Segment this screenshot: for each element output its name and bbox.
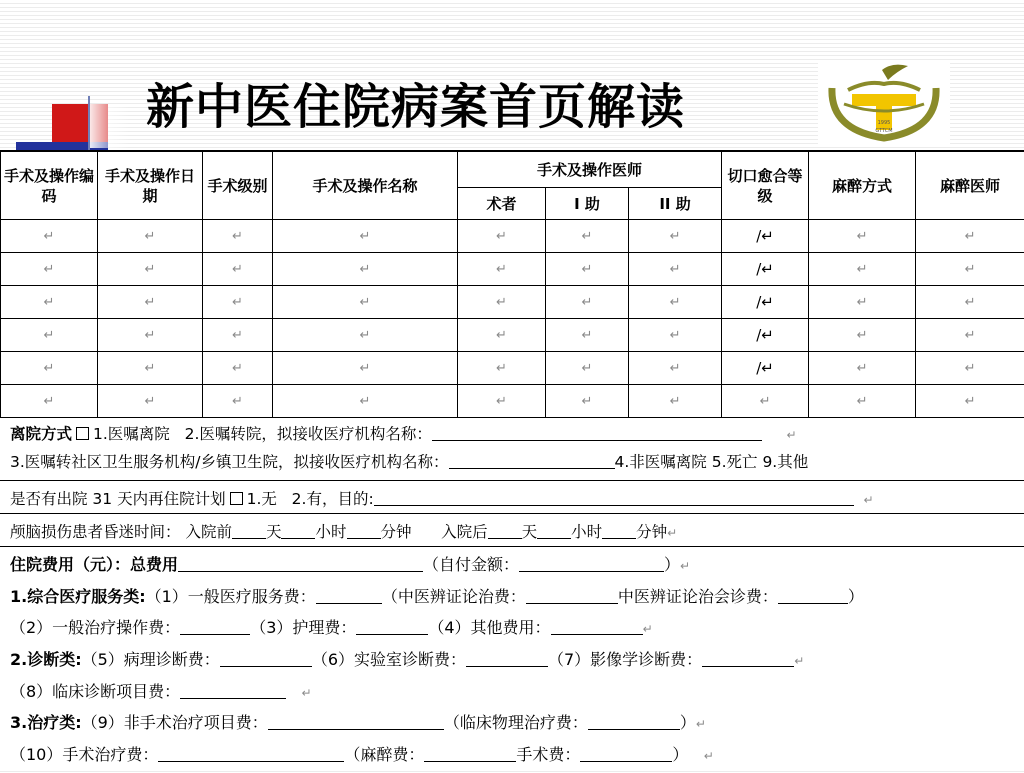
svg-text:1995: 1995 [878,120,891,126]
cell-incision-grade[interactable]: /↵ [722,253,809,286]
coma-time-row: 颅脑损伤患者昏迷时间： 入院前 天 小时 分钟 入院后 天 小时 分钟↵ [0,514,1024,547]
university-emblem-icon [818,60,950,144]
record-details-section [0,418,1024,771]
discharge-option-4: 4.非医嘱离院 5.死亡 9.其他 [615,453,809,471]
table-row [1,385,1024,418]
readmission-purpose-blank[interactable] [374,491,854,506]
coma-before-minutes-blank[interactable] [347,524,381,539]
cell-surgeon[interactable]: ↵ [458,286,546,319]
cell-anesthesia-method[interactable]: ↵ [809,385,916,418]
cell-anesthesia-method[interactable]: ↵ [809,319,916,352]
cell-op-level[interactable]: ↵ [203,352,273,385]
header-incision-grade: 切口愈合等级 [722,152,809,220]
tcm-consultation-fee-blank[interactable] [778,589,848,604]
discharge-checkbox[interactable] [76,427,89,440]
physical-therapy-fee-blank[interactable] [588,715,680,730]
other-fee-blank[interactable] [551,620,643,635]
fee-category-1: 1.综合医疗服务类: [10,587,146,606]
non-surgical-fee-blank[interactable] [268,715,444,730]
nursing-fee-blank[interactable] [356,620,428,635]
cell-op-date[interactable]: ↵ [98,319,203,352]
cell-op-name[interactable]: ↵ [273,253,458,286]
cell-op-date[interactable]: ↵ [98,220,203,253]
readmission-option-2: 2.有，目的: [292,490,374,508]
cell-op-code[interactable]: ↵ [1,385,98,418]
cell-assistant-1[interactable]: ↵ [546,385,629,418]
discharge-option-1: 1.医嘱离院 [93,425,170,443]
header-op-date: 手术及操作日期 [98,152,203,220]
cell-op-date[interactable]: ↵ [98,385,203,418]
hospitalization-fees-section [0,547,1024,771]
receiving-institution-blank[interactable] [432,426,762,441]
readmission-option-1: 1.无 [247,490,277,508]
cell-incision-grade[interactable]: /↵ [722,286,809,319]
cell-anesthesia-method[interactable]: ↵ [809,253,916,286]
cell-surgeon[interactable]: ↵ [458,220,546,253]
discharge-option-2: 2.医嘱转院，拟接收医疗机构名称： [185,425,432,443]
coma-after-days-blank[interactable] [488,524,522,539]
lab-diagnosis-fee-blank[interactable] [466,652,548,667]
fee-category-3: 3.治疗类: [10,713,82,732]
discharge-option-3: 3.医嘱转社区卫生服务机构/乡镇卫生院，拟接收医疗机构名称： [10,453,449,471]
clinical-diagnosis-fee-blank[interactable] [180,684,286,699]
cell-assistant-1[interactable]: ↵ [546,352,629,385]
cell-incision-grade[interactable]: ↵ [722,385,809,418]
cell-anesthetist[interactable]: ↵ [916,286,1024,319]
table-row [1,286,1024,319]
cell-surgeon[interactable]: ↵ [458,385,546,418]
cell-op-name[interactable]: ↵ [273,352,458,385]
header-op-code: 手术及操作编码 [1,152,98,220]
table-row [1,319,1024,352]
table-row [1,253,1024,286]
readmission-question: 是否有出院 31 天内再住院计划 [10,490,226,508]
cell-incision-grade[interactable]: /↵ [722,352,809,385]
cell-op-code[interactable]: ↵ [1,220,98,253]
cell-op-name[interactable]: ↵ [273,385,458,418]
surgery-fee-blank[interactable] [580,747,672,762]
tcm-diagnosis-fee-blank[interactable] [526,589,618,604]
header-assistant-2: II 助 [629,188,722,220]
coma-label: 颅脑损伤患者昏迷时间： [10,523,181,541]
cell-op-date[interactable]: ↵ [98,253,203,286]
cell-op-code[interactable]: ↵ [1,253,98,286]
total-fee-blank[interactable] [178,557,423,572]
fee-items-2-4-line: （2）一般治疗操作费： （3）护理费： （4）其他费用： ↵ [0,612,1024,644]
cell-incision-grade[interactable]: /↵ [722,220,809,253]
general-service-fee-blank[interactable] [316,589,382,604]
cell-assistant-1[interactable]: ↵ [546,286,629,319]
cell-anesthesia-method[interactable]: ↵ [809,286,916,319]
cell-assistant-2[interactable]: ↵ [629,319,722,352]
cell-op-code[interactable]: ↵ [1,352,98,385]
title-decoration-fade [90,104,130,148]
cell-op-date[interactable]: ↵ [98,352,203,385]
cell-op-level[interactable]: ↵ [203,253,273,286]
cell-assistant-1[interactable]: ↵ [546,253,629,286]
anesthesia-fee-blank[interactable] [424,747,516,762]
cell-op-date[interactable]: ↵ [98,286,203,319]
table-row [1,352,1024,385]
surgical-treatment-fee-blank[interactable] [158,747,344,762]
fee-category-2-line: 2.诊断类:（5）病理诊断费： （6）实验室诊断费： （7）影像学诊断费： ↵ [0,644,1024,676]
page-title: 新中医住院病案首页解读 [146,72,685,142]
header-anesthesia-method: 麻醉方式 [809,152,916,220]
cell-assistant-2[interactable]: ↵ [629,286,722,319]
cell-assistant-2[interactable]: ↵ [629,253,722,286]
cell-anesthetist[interactable]: ↵ [916,319,1024,352]
cell-incision-grade[interactable]: /↵ [722,319,809,352]
self-pay-blank[interactable] [519,557,664,572]
cell-surgeon[interactable]: ↵ [458,352,546,385]
fee-category-3-line: 3.治疗类:（9）非手术治疗项目费： （临床物理治疗费： ）↵ [0,707,1024,739]
imaging-fee-blank[interactable] [702,652,794,667]
coma-before-label: 入院前 [185,523,232,541]
cell-anesthetist[interactable]: ↵ [916,220,1024,253]
pathology-fee-blank[interactable] [220,652,312,667]
community-institution-blank[interactable] [449,454,615,469]
cell-assistant-2[interactable]: ↵ [629,220,722,253]
fee-category-1-line: 1.综合医疗服务类:（1）一般医疗服务费： （中医辨证论治费： 中医辨证论治会诊费： ） [0,581,1024,613]
cell-op-name[interactable]: ↵ [273,220,458,253]
fee-item-8-line: （8）临床诊断项目费： ↵ [0,676,1024,708]
coma-after-minutes-blank[interactable] [602,524,636,539]
cell-anesthesia-method[interactable]: ↵ [809,352,916,385]
cell-op-code[interactable]: ↵ [1,286,98,319]
cell-op-level[interactable]: ↵ [203,220,273,253]
cell-assistant-1[interactable]: ↵ [546,220,629,253]
coma-before-hours-blank[interactable] [281,524,315,539]
cell-anesthesia-method[interactable]: ↵ [809,220,916,253]
readmission-checkbox[interactable] [230,492,243,505]
header-surgeon: 术者 [458,188,546,220]
header-assistant-1: I 助 [546,188,629,220]
cell-surgeon[interactable]: ↵ [458,253,546,286]
discharge-method-row: 离院方式 1.医嘱离院 2.医嘱转院，拟接收医疗机构名称： ↵ 3.医嘱转社区卫生服务机构/乡镇卫生院，拟接收医疗机构名称： 4.非医嘱离院 5.死亡 9.其他 [0,418,1024,481]
header-op-level: 手术级别 [203,152,273,220]
coma-after-hours-blank[interactable] [537,524,571,539]
cell-op-code[interactable]: ↵ [1,319,98,352]
discharge-method-label: 离院方式 [10,425,72,443]
coma-before-days-blank[interactable] [232,524,266,539]
fee-category-2: 2.诊断类: [10,650,82,669]
treatment-operation-fee-blank[interactable] [180,620,250,635]
cell-assistant-2[interactable]: ↵ [629,352,722,385]
cell-assistant-1[interactable]: ↵ [546,319,629,352]
cell-anesthetist[interactable]: ↵ [916,253,1024,286]
coma-after-label: 入院后 [441,523,488,541]
header-op-doctors: 手术及操作医师 [458,152,722,188]
cell-op-name[interactable]: ↵ [273,286,458,319]
cell-op-level[interactable]: ↵ [203,286,273,319]
total-fee-line: 住院费用（元）：总费用 （自付金额： ）↵ [0,549,1024,581]
cell-op-level[interactable]: ↵ [203,319,273,352]
surgery-table-body [1,220,1024,418]
cell-anesthetist[interactable]: ↵ [916,385,1024,418]
cell-assistant-2[interactable]: ↵ [629,385,722,418]
readmission-plan-row: 是否有出院 31 天内再住院计划 1.无 2.有，目的: ↵ [0,481,1024,514]
cell-op-name[interactable]: ↵ [273,319,458,352]
fee-item-10-line: （10）手术治疗费： （麻醉费： 手术费： ） ↵ [0,739,1024,771]
header-op-name: 手术及操作名称 [273,152,458,220]
surgery-operation-table [0,151,1024,418]
cell-anesthetist[interactable]: ↵ [916,352,1024,385]
cell-surgeon[interactable]: ↵ [458,319,546,352]
table-row [1,220,1024,253]
header-anesthetist: 麻醉医师 [916,152,1024,220]
cell-op-level[interactable]: ↵ [203,385,273,418]
medical-record-form [0,150,1024,769]
svg-text:GTTCM: GTTCM [875,128,892,134]
university-logo [818,60,950,144]
total-fee-label: 住院费用（元）：总费用 [10,555,178,574]
